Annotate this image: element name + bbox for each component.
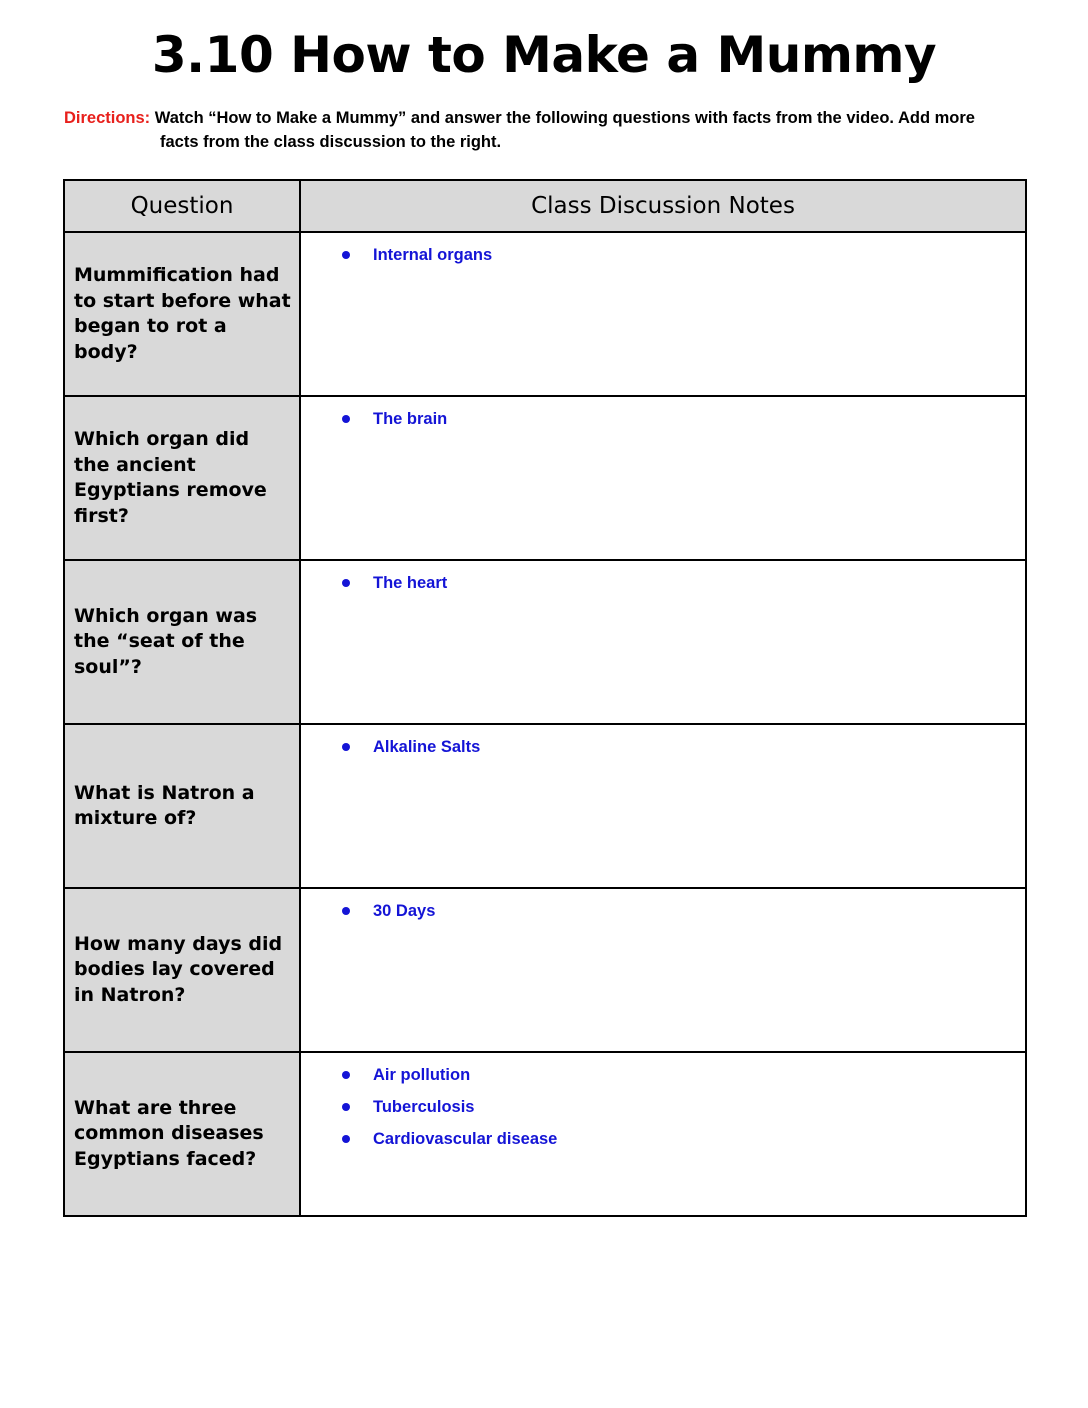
- note-item: [301, 1065, 1025, 1097]
- question-cell: What are three common diseases Egyptians faced?: [64, 1052, 300, 1216]
- table-row: [64, 396, 1026, 560]
- notes-cell[interactable]: [300, 724, 1026, 888]
- table-row: [64, 560, 1026, 724]
- notes-cell[interactable]: [300, 560, 1026, 724]
- directions-line-1: [64, 106, 1029, 130]
- note-text: Internal organs: [373, 246, 493, 264]
- table-body: [64, 232, 1026, 1216]
- note-item: [301, 573, 1025, 605]
- bullet-icon: [342, 415, 350, 423]
- table-row: [64, 888, 1026, 1052]
- bullet-icon: [342, 579, 350, 587]
- table-header-row: [64, 180, 1026, 232]
- directions-text-2: facts from the class discussion to the right.: [160, 133, 502, 151]
- note-item: [301, 1129, 1025, 1161]
- note-item: [301, 1097, 1025, 1129]
- notes-list: [301, 409, 1025, 441]
- bullet-icon: [342, 907, 350, 915]
- bullet-icon: [342, 1103, 350, 1111]
- notes-cell[interactable]: [300, 1052, 1026, 1216]
- note-text: Tuberculosis: [373, 1098, 475, 1116]
- question-cell: Mummification had to start before what began to rot a body?: [64, 232, 300, 396]
- bullet-icon: [342, 743, 350, 751]
- question-cell: What is Natron a mixture of?: [64, 724, 300, 888]
- header-class-discussion-notes: Class Discussion Notes: [300, 180, 1026, 232]
- notes-cell[interactable]: [300, 232, 1026, 396]
- notes-list: [301, 573, 1025, 605]
- note-text: The heart: [373, 574, 448, 592]
- note-text: 30 Days: [373, 902, 436, 920]
- bullet-icon: [342, 251, 350, 259]
- header-question: Question: [64, 180, 300, 232]
- notes-cell[interactable]: [300, 888, 1026, 1052]
- notes-list: [301, 245, 1025, 277]
- note-text: Alkaline Salts: [373, 738, 481, 756]
- question-cell: How many days did bodies lay covered in Natron?: [64, 888, 300, 1052]
- directions-label: Directions:: [64, 109, 151, 127]
- page-title: 3.10 How to Make a Mummy: [151, 26, 937, 84]
- directions: [64, 106, 1029, 154]
- table-row: [64, 232, 1026, 396]
- notes-list: [301, 1065, 1025, 1161]
- note-item: [301, 901, 1025, 933]
- bullet-icon: [342, 1071, 350, 1079]
- question-table: [63, 179, 1027, 1217]
- note-item: [301, 737, 1025, 769]
- bullet-icon: [342, 1135, 350, 1143]
- note-text: The brain: [373, 410, 448, 428]
- table-row: [64, 1052, 1026, 1216]
- notes-cell[interactable]: [300, 396, 1026, 560]
- note-text: Air pollution: [373, 1066, 471, 1084]
- question-cell: Which organ was the “seat of the soul”?: [64, 560, 300, 724]
- notes-list: [301, 901, 1025, 933]
- note-item: [301, 245, 1025, 277]
- question-cell: Which organ did the ancient Egyptians remove first?: [64, 396, 300, 560]
- note-text: Cardiovascular disease: [373, 1130, 558, 1148]
- directions-text-1: Watch “How to Make a Mummy” and answer the following questions with facts from the video. Add more: [154, 109, 975, 127]
- table-row: [64, 724, 1026, 888]
- note-item: [301, 409, 1025, 441]
- notes-list: [301, 737, 1025, 769]
